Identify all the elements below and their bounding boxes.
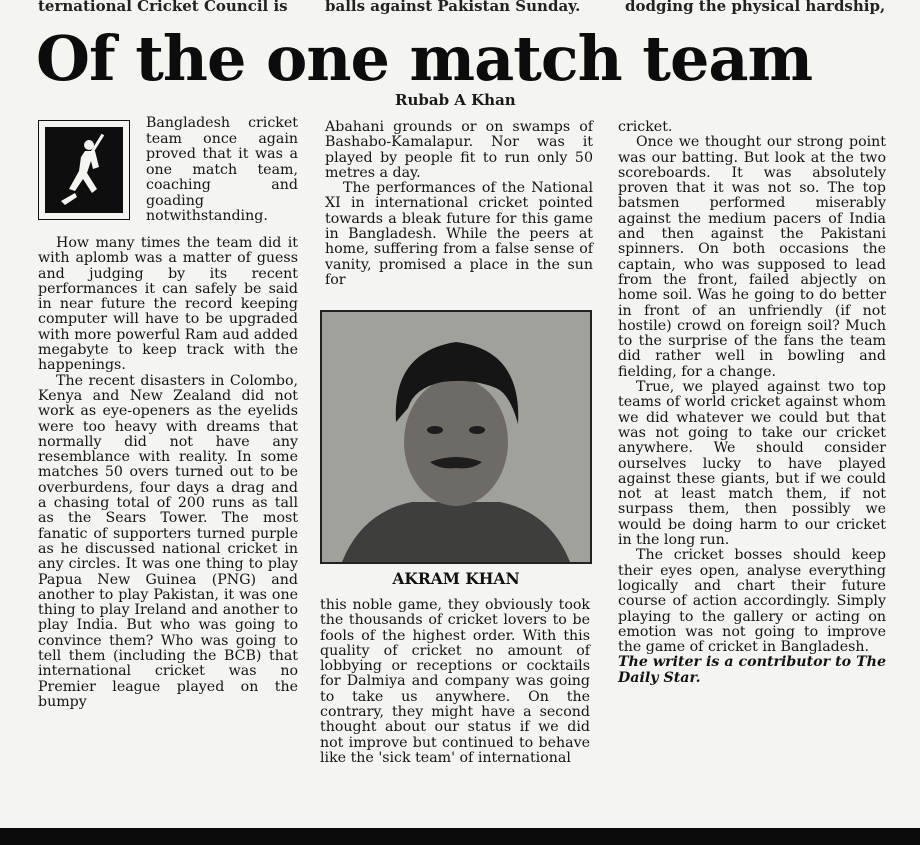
- intro-paragraph: Bangladesh cricket team once again proved that it was a one match team, coaching and goading notwithstanding.: [146, 115, 298, 224]
- player-photo: [320, 310, 592, 564]
- paragraph: Once we thought our strong point was our batting. But look at the two scoreboards. It was absolutely proven that it was not so. The top batsmen performed miserably against the medium pacers of India and then against the Pakistani spinners. On both occasions the captain, who was supposed to lead from the front, failed abjectly on home soil. Was he going to do better in front of an unfriendly (if not hostile) crowd on foreign soil? Much to the surprise of the fans the team did rather well in bowling and fielding, for a change.: [618, 134, 886, 380]
- photo-caption: AKRAM KHAN: [392, 569, 520, 588]
- paragraph: The recent disasters in Colombo, Kenya and New Zealand did not work as eye-openers as the eyelids were too heavy with dreams that normally did not have any resemblance with reality. In some matches 50 overs turned out to be overburdens, four days a drag and a chasing total of 200 runs as tall as the Sears Tower. The most fanatic of supporters turned purple as he discussed national cricket in any circles. It was one thing to play Papua New Guinea (PNG) and another to play Pakistan, it was one thing to play Ireland and another to play India. But who was going to convince them? Who was going to tell them (including the BCB) that international cricket was no Premier league played on the bumpy: [38, 372, 298, 710]
- top-fragment-left: ternational Cricket Council is: [38, 0, 288, 14]
- column-1: [38, 236, 298, 710]
- writer-credit: The writer is a contributor to The Daily Star.: [618, 654, 886, 686]
- top-fragment-right: dodging the physical hardship,: [625, 0, 886, 14]
- paragraph: this noble game, they obviously took the thousands of cricket lovers to be fools of the highest order. With this quality of cricket no amount of lobbying or receptions or cocktails for Dalmiya and company was going to take us anywhere. On the contrary, they might have a second thought about our status if we did not improve but continued to behave like the 'sick team' of international: [320, 597, 590, 766]
- column-3: [618, 120, 886, 686]
- headline: Of the one match team: [36, 22, 813, 95]
- paragraph: True, we played against two top teams of world cricket against whom we did whatever we could but that was not going to take our cricket anywhere. We should consider ourselves lucky to have played against these giants, but if we could not at least match them, if not surpass them, then possibly we would be doing harm to our cricket in the long run.: [618, 379, 886, 549]
- paragraph: The performances of the National XI in international cricket pointed towards a bleak future for this game in Bangladesh. While the peers at home, suffering from a false sense of vanity, promised a place in the sun for: [325, 180, 593, 288]
- bottom-black-bar: [0, 828, 920, 845]
- paragraph: cricket.: [618, 119, 673, 135]
- column-2-top: [325, 120, 593, 288]
- column-2-bottom: [320, 598, 590, 766]
- byline: Rubab A Khan: [395, 91, 516, 109]
- batsman-silhouette-icon: [45, 127, 123, 213]
- top-fragment-middle: balls against Pakistan Sunday.: [325, 0, 581, 14]
- column-1-intro: [146, 116, 298, 225]
- paragraph: How many times the team did it with aplomb was a matter of guess and judging by its recent performances it can safely be said in near future the record keeping computer will have to be upgraded with more powerful Ram aud added megabyte to keep track with the happenings.: [38, 235, 298, 374]
- cricket-icon-box: [38, 120, 130, 220]
- paragraph: Abahani grounds or on swamps of Bashabo-Kamalapur. Nor was it played by people fit to run only 50 metres a day.: [325, 119, 593, 181]
- paragraph: The cricket bosses should keep their eyes open, analyse everything logically and chart their future course of action accordingly. Simply playing to the gallery or acting on emotion was not going to improve the game of cricket in Bangladesh.: [618, 547, 886, 656]
